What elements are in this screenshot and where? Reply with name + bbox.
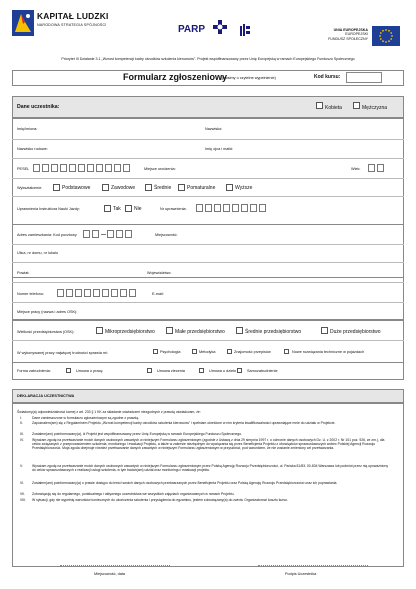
row-divider bbox=[12, 139, 404, 140]
postcode-label: Adres zamieszkania: Kod pocztowy bbox=[17, 233, 77, 237]
birthplace-label: Miejsce urodzenia: bbox=[144, 167, 176, 171]
family-name-label: Nazwisko rodowe: bbox=[17, 147, 48, 151]
size-medium-checkbox[interactable] bbox=[236, 327, 243, 334]
email-label: E-mail: bbox=[152, 292, 164, 296]
declaration-item: VIII. W sytuacji, gdy nie wypełnię warunków koniecznych do ukończenia szkolenia i przystąpienia do egzaminu, jestem zobowiązany(a) do zwrotu Organizatorowi kosztu kursu. bbox=[20, 498, 288, 502]
row-divider bbox=[12, 262, 404, 263]
street-label: Ulica, nr domu, nr lokalu bbox=[17, 251, 58, 255]
difficulty-regulations-checkbox[interactable] bbox=[227, 349, 232, 354]
gender-female-label: Kobieta bbox=[325, 105, 342, 111]
difficulty-psychology-checkbox[interactable] bbox=[153, 349, 158, 354]
employment-self-label: Samozatrudnienie bbox=[247, 369, 278, 373]
gender-male-label: Mężczyzna bbox=[362, 105, 388, 111]
instructor-label: Uprawnienia Instruktora Nauki Jazdy: bbox=[17, 207, 80, 211]
education-checkbox-secondary[interactable] bbox=[145, 184, 152, 191]
difficulty-technology-label: Nowe rozwiązania techniczne w pojazdach bbox=[292, 350, 365, 354]
kl-subtitle: NARODOWA STRATEGIA SPÓJNOŚCI bbox=[37, 23, 107, 27]
instructor-no-label: Nie bbox=[134, 206, 142, 212]
row-divider bbox=[12, 302, 404, 303]
education-option-post-secondary: Pomaturalne bbox=[187, 185, 216, 191]
declaration-title: DEKLARACJA UCZESTNICTWA bbox=[17, 394, 75, 398]
size-small-checkbox[interactable] bbox=[166, 327, 173, 334]
education-checkbox-vocational[interactable] bbox=[102, 184, 109, 191]
difficulty-methodology-checkbox[interactable] bbox=[192, 349, 197, 354]
row-divider bbox=[12, 340, 404, 341]
education-option-primary: Podstawowe bbox=[62, 185, 91, 191]
difficulty-regulations-label: Znajomość przepisów bbox=[234, 350, 271, 354]
place-date-line bbox=[60, 565, 170, 566]
age-cell[interactable] bbox=[368, 164, 375, 172]
declaration-item: III. Zostałem(am) poinformowany(a), iż Projekt jest współfinansowany przez Unię Europejską w ramach Europejskiego Funduszu Społecznego. bbox=[20, 432, 242, 436]
size-medium-label: Średnie przedsiębiorstwo bbox=[245, 329, 302, 335]
row-divider bbox=[12, 282, 404, 283]
city-label: Miejscowość: bbox=[155, 233, 178, 237]
declaration-item: IV. Wyrażam zgodę na przetwarzanie moich danych osobowych zawartych w niniejszym Formularzu zgłoszeniowym (zgodnie z Ustawą z dnia 29 sierpnia 1997 r. o ochronie danych osobowych Dz. U. z 2002 r. Nr 101 poz. 926, ze zm.), dla celów związanych z przeprowadzeniem szkolenia, monitoringu i ewaluacji Projektu, a także w zakresie niezbędnym do wywiązania się przez Beneficjenta Projektu z obowiązków sprawozdawczych wobec Polskiej Agencji Rozwoju Przedsiębiorczości. Moja zgoda obejmuje również przetwarzanie danych zawartych w niniejszym Formularzu zgłoszeniowym w przyszłości, pod warunkiem, że nie zostanie zmieniony cel przetwarzania. bbox=[20, 438, 385, 451]
participant-section-title: Dane uczestnika: bbox=[17, 104, 60, 110]
eu-text bbox=[320, 28, 368, 41]
kapital-ludzki-logo-icon bbox=[12, 10, 34, 36]
instructor-yes-label: Tak bbox=[113, 206, 121, 212]
education-label: Wykształcenie: bbox=[17, 186, 43, 190]
employment-contract-checkbox[interactable] bbox=[66, 368, 71, 373]
header bbox=[0, 0, 416, 52]
education-checkbox-post-secondary[interactable] bbox=[178, 184, 185, 191]
parents-names-label: Imię ojca i matki: bbox=[205, 147, 234, 151]
pesel-label: PESEL bbox=[17, 167, 30, 171]
instructor-yes-checkbox[interactable] bbox=[104, 205, 111, 212]
gender-female-checkbox[interactable] bbox=[316, 102, 323, 109]
education-checkbox-higher[interactable] bbox=[226, 184, 233, 191]
eu-line-1: UNIA EUROPEJSKA bbox=[333, 28, 368, 32]
employment-work-label: Umowa o dzieło bbox=[209, 369, 237, 373]
education-option-secondary: Średnie bbox=[154, 185, 172, 191]
employment-label: Forma zatrudnienia: bbox=[17, 369, 51, 373]
difficulties-label: W wykonywanej pracy najwięcej trudności sprawia mi: bbox=[17, 351, 108, 355]
project-line: Priorytet III Działanie 3.1 „Wzrost kompetencji kadry ośrodków szkolenia kierowców". Projekt współfinansowany przez Unię Europejską w ramach Europejskiego Funduszu Społecznego bbox=[61, 57, 355, 61]
place-date-label: Miejscowość, data bbox=[94, 572, 126, 576]
age-cell[interactable] bbox=[377, 164, 384, 172]
declaration-item: II. Zapoznałem(am) się z Regulaminem Projektu „Wzrost kompetencji kadry ośrodków szkolenia kierowców" i spełniam określone w nim kryteria kwalifikowalności uprawniające mnie do udziału w Projekcie. bbox=[20, 421, 336, 425]
size-small-label: Małe przedsiębiorstwo bbox=[175, 329, 225, 335]
page-title: Formularz zgłoszeniowy bbox=[123, 72, 228, 82]
parp-logo-icon bbox=[213, 20, 227, 34]
course-code-field[interactable] bbox=[346, 72, 382, 83]
row-divider bbox=[12, 196, 404, 197]
workplace-label: Miejsce pracy (nazwa i adres OSK): bbox=[17, 310, 78, 314]
row-divider bbox=[12, 158, 404, 159]
declaration-item: I. Dane zamieszczone w formularzu zgłoszeniowym są zgodne z prawdą. bbox=[20, 416, 140, 420]
education-checkbox-primary[interactable] bbox=[53, 184, 60, 191]
difficulty-psychology-label: Psychologia bbox=[160, 350, 181, 354]
eu-line-2: EUROPEJSKI bbox=[345, 32, 368, 37]
gender-male-checkbox[interactable] bbox=[353, 102, 360, 109]
title-note: (prosimy o czytelne wypełnienie) bbox=[221, 76, 276, 80]
parp-logo-text: PARP bbox=[178, 24, 206, 35]
difficulty-technology-checkbox[interactable] bbox=[284, 349, 289, 354]
voivodeship-label: Województwo: bbox=[147, 271, 172, 275]
company-size-label: Wielkość przedsiębiorstwa (OSK): bbox=[17, 330, 75, 334]
education-option-vocational: Zawodowe bbox=[111, 185, 136, 191]
institution-logo-icon bbox=[240, 24, 250, 36]
employment-mandate-label: Umowa zlecenia bbox=[157, 369, 185, 373]
age-label: Wiek: bbox=[351, 167, 361, 171]
phone-label: Numer telefonu: bbox=[17, 292, 45, 296]
employment-contract-label: Umowa o pracę bbox=[76, 369, 103, 373]
size-micro-label: Mikroprzedsiębiorstwo bbox=[105, 329, 155, 335]
address-frame bbox=[12, 224, 404, 320]
education-option-higher: Wyższe bbox=[235, 185, 253, 191]
county-label: Powiat: bbox=[17, 271, 30, 275]
eu-line-3: FUNDUSZ SPOŁECZNY bbox=[328, 36, 368, 41]
declaration-item: V. Wyrażam zgodę na przetwarzanie moich danych osobowych zawartych w niniejszym Formularzu zgłoszeniowym przez Polską Agencję Rozwoju Przedsiębiorczości, ul. Pańska 81/83, 00-834 Warszawa lub podmiot przez nią upoważniony do celów sprawozdawczych z realizacji usługi szkolenia, w tym badań(am) udział oraz monitoringu i ewaluacji projektu. bbox=[20, 464, 389, 473]
eu-flag-icon bbox=[372, 26, 400, 46]
instructor-no-checkbox[interactable] bbox=[125, 205, 132, 212]
employment-work-checkbox[interactable] bbox=[199, 368, 204, 373]
first-names-label: Imię/imiona: bbox=[17, 127, 38, 131]
employment-self-checkbox[interactable] bbox=[237, 368, 242, 373]
row-divider bbox=[12, 244, 404, 245]
size-large-label: Duże przedsiębiorstwo bbox=[330, 329, 381, 335]
size-micro-checkbox[interactable] bbox=[96, 327, 103, 334]
course-code-label: Kod kursu: bbox=[314, 74, 341, 80]
size-large-checkbox[interactable] bbox=[321, 327, 328, 334]
permit-number-label: Nr uprawnienia: bbox=[160, 207, 187, 211]
declaration-item: VI. Zostałem(am) poinformowany(a) o prawie dostępu do treści swoich danych osobowych przetwarzanych przez Beneficjenta Projektu oraz Polską Agencję Rozwoju Przedsiębiorczości oraz ich poprawiania. bbox=[20, 481, 338, 485]
difficulty-methodology-label: Metodyka bbox=[199, 350, 216, 354]
participant-header-bar bbox=[12, 96, 404, 118]
employment-mandate-checkbox[interactable] bbox=[147, 368, 152, 373]
kl-title: KAPITAŁ LUDZKI bbox=[37, 11, 109, 21]
surname-label: Nazwisko: bbox=[205, 127, 223, 131]
row-divider bbox=[12, 178, 404, 179]
declaration-intro: Świadomy(a) odpowiedzialności karnej z art. 233 § 1 KK za składanie oświadczeń niezgodnych z prawdą oświadczam, że: bbox=[17, 410, 201, 414]
signature-line bbox=[258, 565, 368, 566]
declaration-item: VII. Zobowiązuję się do regularnego, punktualnego i aktywnego uczestnictwa we wszystkich zajęciach organizowanych w ramach Projektu. bbox=[20, 492, 235, 496]
signature-label: Podpis Uczestnika bbox=[285, 572, 317, 576]
